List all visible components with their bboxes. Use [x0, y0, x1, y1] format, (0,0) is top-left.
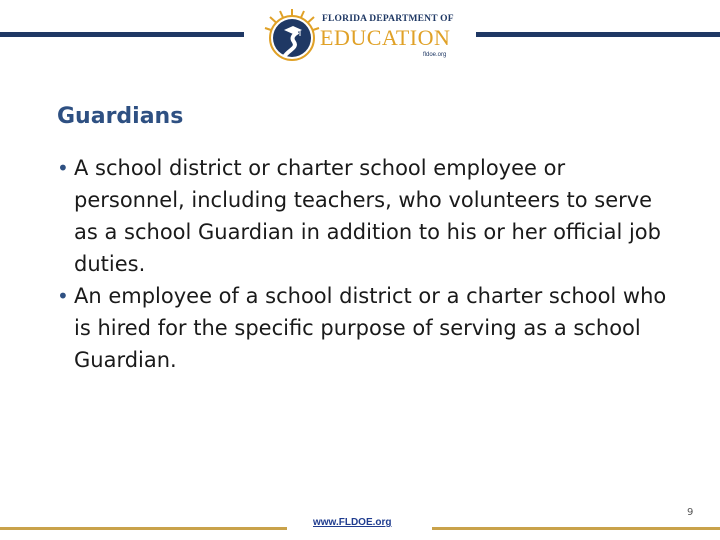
footer-bar-left	[0, 527, 287, 530]
logo-text-main: EDUCATION	[320, 25, 451, 50]
bullet-item	[56, 152, 676, 280]
bullet-list	[56, 152, 676, 376]
fldoe-logo	[262, 8, 462, 66]
footer-bar-right	[432, 527, 720, 530]
bullet-text: A school district or charter school employee or personnel, including teachers, who volunteers to serve as a school Guardian in addition to his or her official job duties.	[74, 156, 661, 276]
bullet-item	[56, 280, 676, 376]
slide-title: Guardians	[57, 104, 184, 129]
sun-emblem-icon	[262, 8, 322, 66]
logo-url-text: fldoe.org	[423, 52, 447, 58]
footer-website-link[interactable]: www.FLDOE.org	[313, 517, 392, 528]
header-bar-left	[0, 32, 244, 37]
bullet-dot-icon: •	[57, 284, 69, 308]
logo-text-top: FLORIDA DEPARTMENT OF	[322, 14, 454, 24]
bullet-text: An employee of a school district or a charter school who is hired for the specific purpose of serving as a school Guardian.	[74, 284, 667, 372]
bullet-dot-icon: •	[57, 156, 69, 180]
page-number: 9	[687, 507, 694, 518]
header-bar-right	[476, 32, 720, 37]
